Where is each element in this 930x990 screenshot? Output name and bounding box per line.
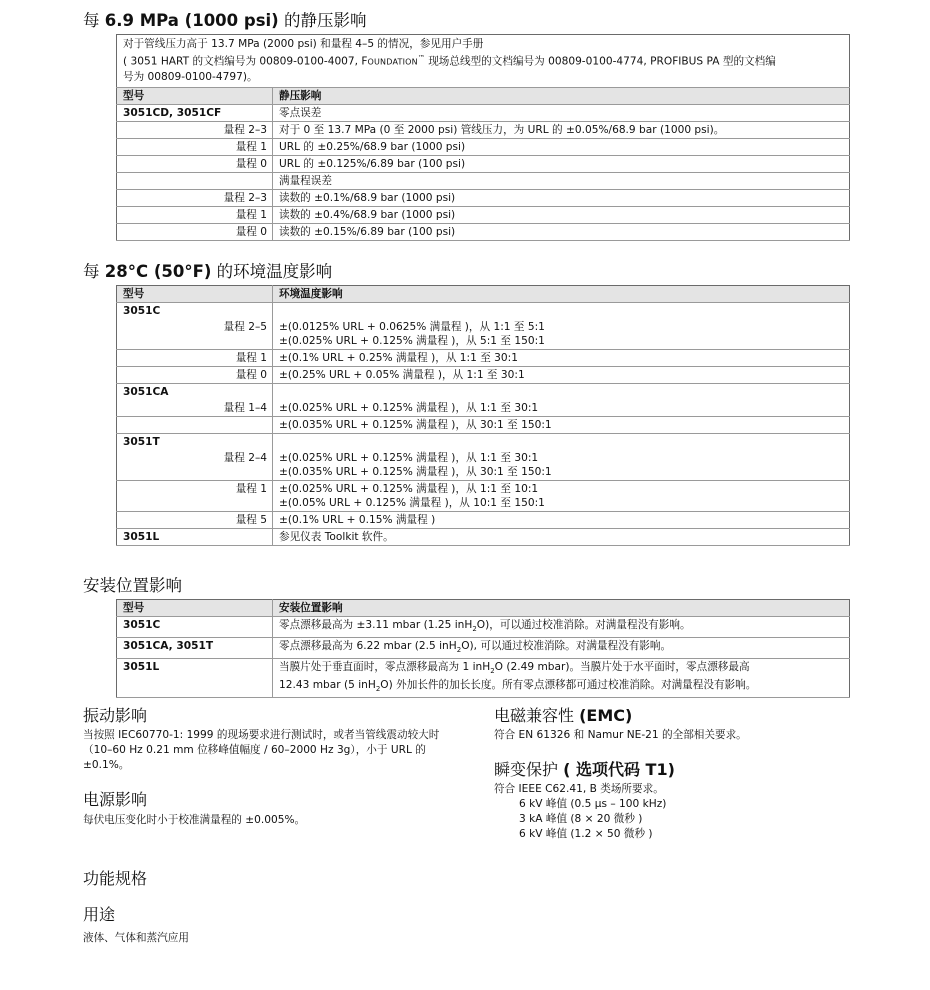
zero-error-label: 零点误差 [273, 104, 850, 121]
table-row [117, 35, 850, 88]
static-pressure-note: 对于管线压力高于 13.7 MPa (2000 psi) 和量程 4–5 的情况，参见用户手册 ( 3051 HART 的文档编号为 00809-0100-4007, FOUNDATION™ 现场总线型的文档编号为 00809-0100-4774, PROFIBUS PA 型的文档编 号为 00809-0100-4797)。 [117, 35, 850, 88]
mounting-title: 安装位置影响 [83, 576, 182, 595]
table-row: 3051CA, 3051T 零点漂移最高为 6.22 mbar (2.5 inH$_2$O), 可以通过校准消除。对满量程没有影响。 [117, 638, 850, 659]
table-header-row: 型号 安装位置影响 [117, 600, 850, 617]
header-model: 型号 [117, 87, 273, 104]
list-item: 3 kA 峰值 (8 × 20 微秒 ) [519, 813, 643, 825]
vibration-text: 当按照 IEC60770-1: 1999 的现场要求进行测试时，或者当管线震动较大时 （10–60 Hz 0.21 mm 位移峰值幅度 / 60–2000 Hz 3g），小于 URL 的 ±0.1%。 [83, 729, 440, 771]
emc-text: 符合 EN 61326 和 Namur NE-21 的全部相关要求。 [494, 729, 747, 741]
header-effect: 静压影响 [273, 87, 850, 104]
ambient-temp-table [116, 285, 850, 546]
table-row: 量程 2–5 ±(0.0125% URL + 0.0625% 满量程 )，从 1:1 至 5:1 ±(0.025% URL + 0.125% 满量程 )，从 5:1 至 150:1 [117, 319, 850, 350]
table-row: 量程 5 ±(0.1% URL + 0.15% 满量程 ) [117, 512, 850, 529]
table-header-row: 型号 环境温度影响 [117, 286, 850, 303]
table-row: 3051L 当膜片处于垂直面时，零点漂移最高为 1 inH$_2$O (2.49 mbar)。当膜片处于水平面时，零点漂移最高 12.43 mbar (5 inH$_2$O) 外加长件的加长长度。所有零点漂移都可通过校准消除。对满量程没有影响。 [117, 659, 850, 698]
table-row: 量程 1 ±(0.1% URL + 0.25% 满量程 )，从 1:1 至 30:1 [117, 350, 850, 367]
table-row: 3051CA [117, 384, 850, 401]
table-row: 量程 2–3 对于 0 至 13.7 MPa (0 至 2000 psi) 管线压力，为 URL 的 ±0.05%/68.9 bar (1000 psi)。 [117, 121, 850, 138]
table-row: 量程 2–4 ±(0.025% URL + 0.125% 满量程 )，从 1:1 至 30:1 ±(0.035% URL + 0.125% 满量程 )，从 30:1 至 150:1 [117, 450, 850, 481]
table-row: 量程 0 读数的 ±0.15%/6.89 bar (100 psi) [117, 223, 850, 240]
transient-title: 瞬变保护 ( 选项代码 T1) [494, 760, 675, 779]
service-title: 用途 [83, 905, 116, 924]
table-row: 量程 1 读数的 ±0.4%/68.9 bar (1000 psi) [117, 206, 850, 223]
table-header-row [117, 87, 850, 104]
static-pressure-title: 每 6.9 MPa (1000 psi) 的静压影响 [83, 11, 367, 30]
table-row: 3051C [117, 303, 850, 320]
transient-text: 符合 IEEE C62.41, B 类场所要求。 6 kV 峰值 (0.5 µs – 100 kHz) 3 kA 峰值 (8 × 20 微秒 ) 6 kV 峰值 (1.2 × 50 微秒 ) [494, 782, 894, 842]
list-item: 6 kV 峰值 (1.2 × 50 微秒 ) [519, 828, 653, 840]
ambient-temp-title: 每 28°C (50°F) 的环境温度影响 [83, 262, 333, 281]
functional-title: 功能规格 [83, 869, 148, 888]
model-cell: 3051CD, 3051CF [117, 104, 273, 121]
table-row [117, 172, 850, 189]
table-row: 3051L 参见仪表 Toolkit 软件。 [117, 529, 850, 546]
table-row: 量程 2–3 读数的 ±0.1%/68.9 bar (1000 psi) [117, 189, 850, 206]
table-row: 量程 0 URL 的 ±0.125%/6.89 bar (100 psi) [117, 155, 850, 172]
table-row: 3051T [117, 434, 850, 451]
table-row: 量程 1 ±(0.025% URL + 0.125% 满量程 )，从 1:1 至 10:1 ±(0.05% URL + 0.125% 满量程 )，从 10:1 至 150:1 [117, 481, 850, 512]
table-row: 量程 1 URL 的 ±0.25%/68.9 bar (1000 psi) [117, 138, 850, 155]
emc-title: 电磁兼容性 (EMC) [494, 706, 633, 725]
table-row: ±(0.035% URL + 0.125% 满量程 )，从 30:1 至 150:1 [117, 417, 850, 434]
service-text: 液体、气体和蒸汽应用 [83, 932, 189, 944]
vibration-title: 振动影响 [83, 706, 148, 725]
mounting-table [116, 599, 850, 698]
span-error-label: 满量程误差 [273, 172, 850, 189]
table-row: 量程 0 ±(0.25% URL + 0.05% 满量程 )，从 1:1 至 30:1 [117, 367, 850, 384]
table-row [117, 104, 850, 121]
table-row: 量程 1–4 ±(0.025% URL + 0.125% 满量程 )，从 1:1 至 30:1 [117, 400, 850, 417]
power-text: 每伏电压变化时小于校准满量程的 ±0.005%。 [83, 814, 306, 826]
power-title: 电源影响 [83, 790, 148, 809]
list-item: 6 kV 峰值 (0.5 µs – 100 kHz) [519, 798, 667, 810]
static-pressure-table [116, 34, 850, 241]
table-row: 3051C 零点漂移最高为 ±3.11 mbar (1.25 inH$_2$O)，可以通过校准消除。对满量程没有影响。 [117, 617, 850, 638]
